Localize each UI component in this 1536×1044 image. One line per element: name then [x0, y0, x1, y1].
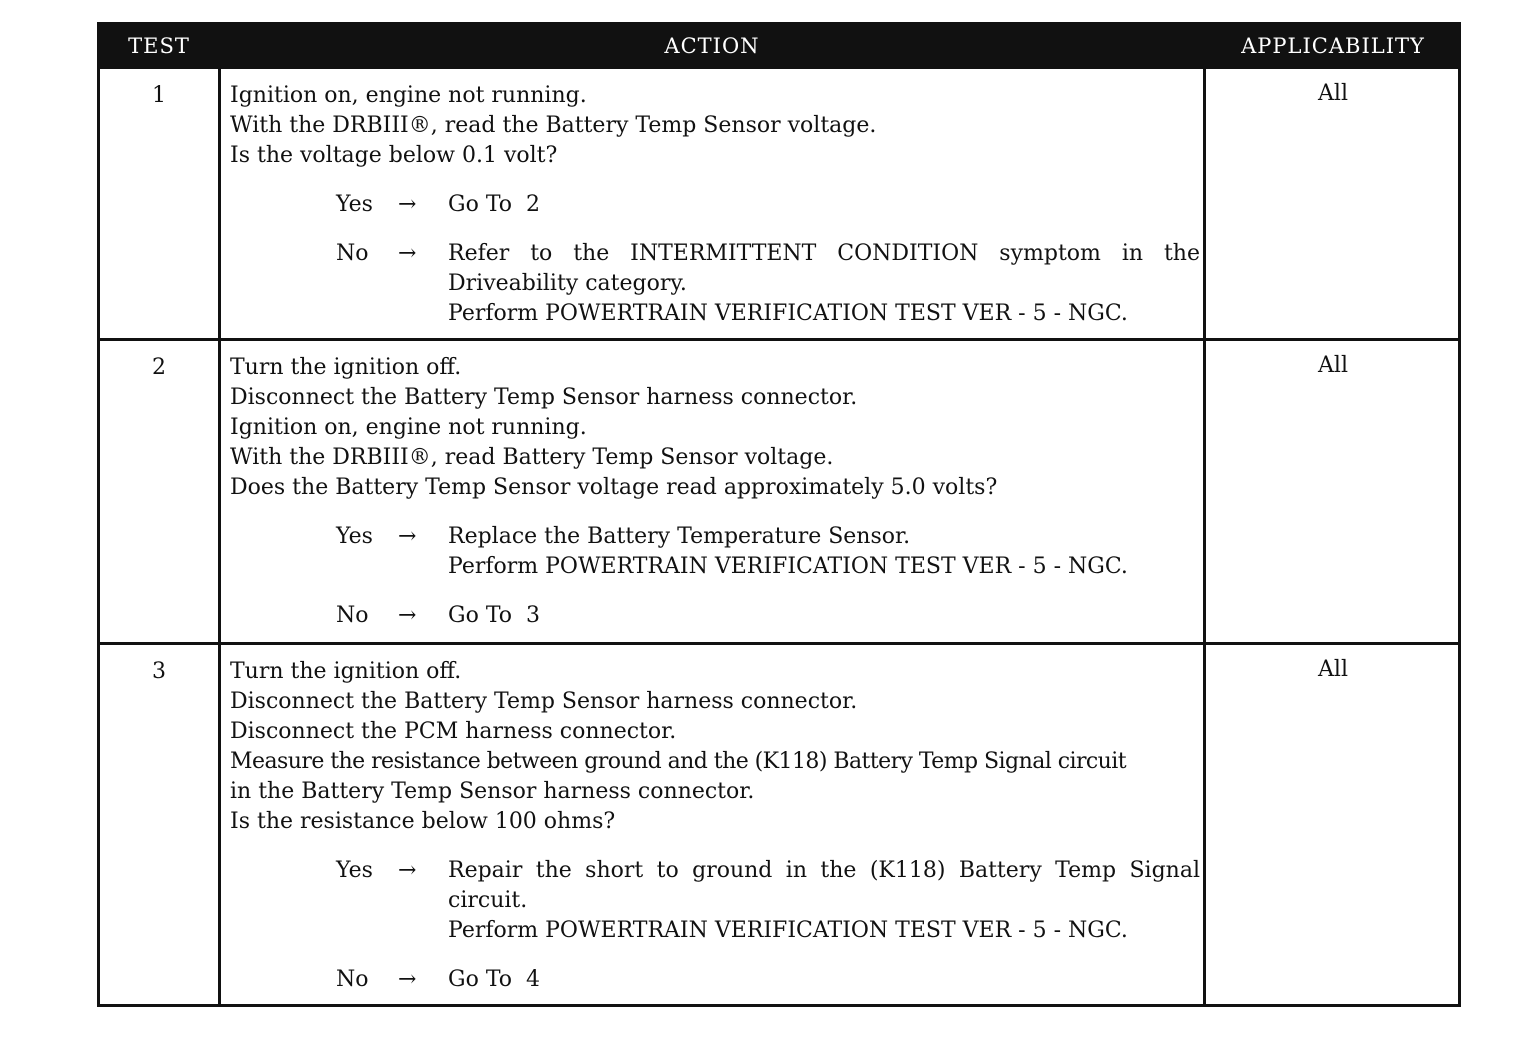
yes-label: Yes [336, 524, 373, 549]
action-cell [218, 69, 1206, 338]
no-branch [230, 965, 1195, 995]
step-text: Ignition on, engine not running. [230, 83, 587, 108]
applicability-value: All [1318, 81, 1348, 106]
yes-result [448, 856, 1200, 946]
result-text: Perform POWERTRAIN VERIFICATION TEST VER - 5 - NGC. [448, 918, 1128, 943]
no-result [448, 239, 1200, 329]
action-steps [230, 81, 1195, 171]
yes-result [448, 522, 1200, 582]
step-text: With the DRBIII®, read the Battery Temp Sensor voltage. [230, 113, 877, 138]
step-text: Measure the resistance between ground and the (K118) Battery Temp Signal circuit [230, 749, 1127, 774]
step-text: Disconnect the Battery Temp Sensor harness connector. [230, 689, 858, 714]
right-arrow-icon: → [398, 967, 417, 992]
test-number: 2 [152, 355, 166, 380]
step-text: Turn the ignition off. [230, 659, 462, 684]
result-text: Replace the Battery Temperature Sensor. [448, 524, 911, 549]
step-text: With the DRBIII®, read Battery Temp Sensor voltage. [230, 445, 834, 470]
no-branch [230, 239, 1200, 329]
step-text: in the Battery Temp Sensor harness connector. [230, 779, 755, 804]
table-row [100, 66, 1458, 338]
result-text: Go To 2 [448, 192, 541, 217]
right-arrow-icon: → [398, 241, 417, 266]
yes-result [448, 190, 1200, 220]
step-text: Turn the ignition off. [230, 355, 462, 380]
yes-branch [230, 190, 1195, 220]
diagnostic-test-table [97, 22, 1461, 1007]
result-text: Refer to the INTERMITTENT CONDITION symptom in the Driveability category. [448, 241, 1200, 296]
applicability-value: All [1318, 657, 1348, 682]
header-test: TEST [128, 33, 190, 58]
result-text: Go To 3 [448, 603, 541, 628]
right-arrow-icon: → [398, 524, 417, 549]
step-text: Disconnect the PCM harness connector. [230, 719, 677, 744]
no-result [448, 601, 1200, 631]
table-row [100, 338, 1458, 642]
result-text: Repair the short to ground in the (K118) Battery Temp Signal circuit. [448, 858, 1200, 913]
header-applicability: APPLICABILITY [1241, 33, 1425, 58]
no-label: No [336, 241, 369, 266]
table-header [100, 25, 1458, 66]
right-arrow-icon: → [398, 192, 417, 217]
test-number: 3 [152, 659, 166, 684]
action-steps [230, 353, 1195, 503]
no-label: No [336, 603, 369, 628]
no-branch [230, 601, 1195, 631]
step-text: Is the voltage below 0.1 volt? [230, 143, 558, 168]
action-cell [218, 645, 1206, 1004]
step-text: Is the resistance below 100 ohms? [230, 809, 616, 834]
step-text: Disconnect the Battery Temp Sensor harness connector. [230, 385, 858, 410]
result-text: Perform POWERTRAIN VERIFICATION TEST VER - 5 - NGC. [448, 554, 1128, 579]
step-text: Ignition on, engine not running. [230, 415, 587, 440]
applicability-value: All [1318, 353, 1348, 378]
action-cell [218, 341, 1206, 642]
result-text: Perform POWERTRAIN VERIFICATION TEST VER - 5 - NGC. [448, 301, 1128, 326]
no-label: No [336, 967, 369, 992]
no-result [448, 965, 1200, 995]
step-text: Does the Battery Temp Sensor voltage read approximately 5.0 volts? [230, 475, 998, 500]
test-number: 1 [152, 83, 166, 108]
right-arrow-icon: → [398, 858, 417, 883]
action-steps [230, 657, 1195, 837]
yes-label: Yes [336, 192, 373, 217]
yes-branch [230, 856, 1200, 946]
result-text: Go To 4 [448, 967, 541, 992]
yes-branch [230, 522, 1195, 582]
right-arrow-icon: → [398, 603, 417, 628]
table-row [100, 642, 1458, 1004]
header-action: ACTION [664, 33, 760, 58]
yes-label: Yes [336, 858, 373, 883]
